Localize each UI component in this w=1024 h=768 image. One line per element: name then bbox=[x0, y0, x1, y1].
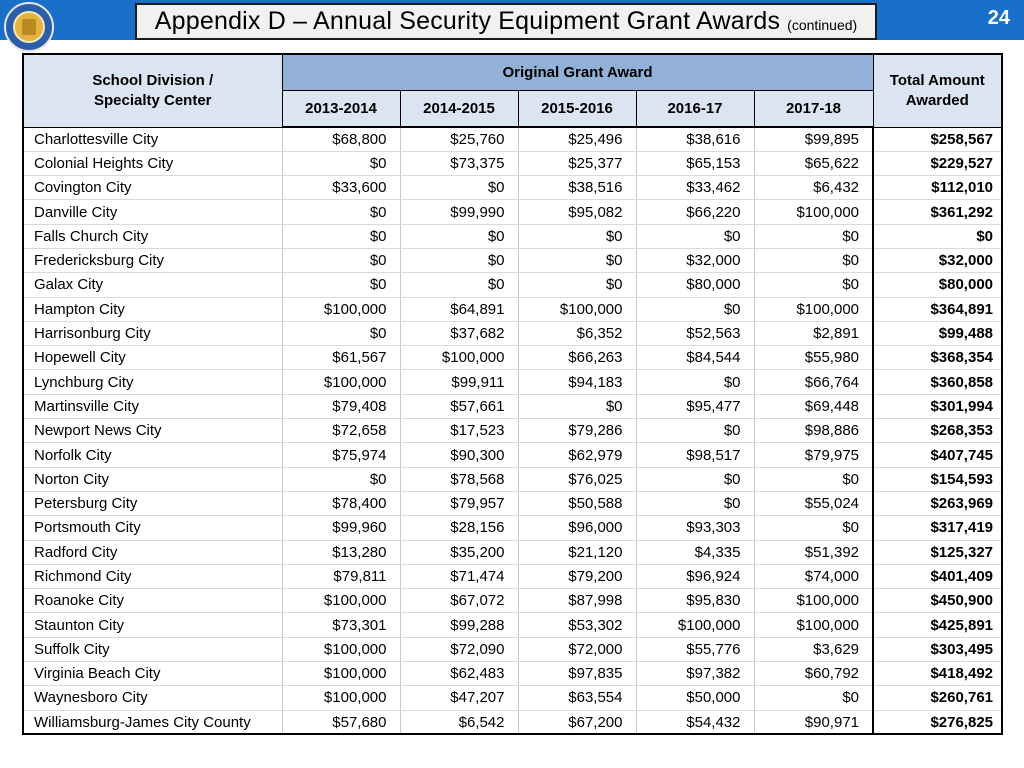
total-value: $32,000 bbox=[873, 248, 1002, 272]
grant-value: $99,990 bbox=[400, 200, 518, 224]
division-name: Harrisonburg City bbox=[23, 321, 282, 345]
division-name: Petersburg City bbox=[23, 491, 282, 515]
grant-value: $28,156 bbox=[400, 516, 518, 540]
grant-value: $0 bbox=[518, 273, 636, 297]
grant-value: $66,220 bbox=[636, 200, 754, 224]
grant-value: $87,998 bbox=[518, 589, 636, 613]
grant-value: $0 bbox=[282, 200, 400, 224]
page-number: 24 bbox=[987, 7, 1010, 29]
table-row bbox=[23, 419, 1002, 443]
grant-value: $97,835 bbox=[518, 662, 636, 686]
grant-value: $96,000 bbox=[518, 516, 636, 540]
total-value: $263,969 bbox=[873, 491, 1002, 515]
total-value: $361,292 bbox=[873, 200, 1002, 224]
total-value: $276,825 bbox=[873, 710, 1002, 734]
grant-value: $79,200 bbox=[518, 564, 636, 588]
grant-value: $60,792 bbox=[754, 662, 873, 686]
grant-value: $63,554 bbox=[518, 686, 636, 710]
division-name: Staunton City bbox=[23, 613, 282, 637]
grant-value: $100,000 bbox=[282, 297, 400, 321]
division-name: Newport News City bbox=[23, 419, 282, 443]
grant-value: $76,025 bbox=[518, 467, 636, 491]
grant-value: $0 bbox=[636, 491, 754, 515]
total-value: $80,000 bbox=[873, 273, 1002, 297]
grant-value: $100,000 bbox=[282, 662, 400, 686]
column-header-division bbox=[23, 54, 282, 127]
grant-value: $38,616 bbox=[636, 127, 754, 151]
table-row bbox=[23, 467, 1002, 491]
total-value: $418,492 bbox=[873, 662, 1002, 686]
grant-value: $100,000 bbox=[518, 297, 636, 321]
grant-value: $100,000 bbox=[282, 370, 400, 394]
grant-value: $98,886 bbox=[754, 419, 873, 443]
grant-value: $0 bbox=[282, 224, 400, 248]
grant-value: $4,335 bbox=[636, 540, 754, 564]
grant-value: $99,288 bbox=[400, 613, 518, 637]
grant-value: $72,658 bbox=[282, 419, 400, 443]
column-header-2016-17: 2016-17 bbox=[636, 90, 754, 127]
grant-value: $0 bbox=[636, 224, 754, 248]
total-value: $401,409 bbox=[873, 564, 1002, 588]
grant-value: $99,895 bbox=[754, 127, 873, 151]
table-row bbox=[23, 540, 1002, 564]
grant-value: $100,000 bbox=[400, 346, 518, 370]
division-name: Hopewell City bbox=[23, 346, 282, 370]
division-name: Fredericksburg City bbox=[23, 248, 282, 272]
table-row bbox=[23, 346, 1002, 370]
total-value: $407,745 bbox=[873, 443, 1002, 467]
table-row bbox=[23, 686, 1002, 710]
seal-emblem bbox=[22, 19, 36, 35]
grant-value: $64,891 bbox=[400, 297, 518, 321]
grant-value: $35,200 bbox=[400, 540, 518, 564]
grant-value: $95,082 bbox=[518, 200, 636, 224]
grant-value: $69,448 bbox=[754, 394, 873, 418]
grant-value: $65,622 bbox=[754, 151, 873, 175]
grant-value: $47,207 bbox=[400, 686, 518, 710]
table-row bbox=[23, 710, 1002, 734]
table-row bbox=[23, 224, 1002, 248]
grant-value: $33,600 bbox=[282, 176, 400, 200]
grant-value: $51,392 bbox=[754, 540, 873, 564]
table-row bbox=[23, 248, 1002, 272]
total-value: $268,353 bbox=[873, 419, 1002, 443]
division-name: Virginia Beach City bbox=[23, 662, 282, 686]
grant-value: $66,263 bbox=[518, 346, 636, 370]
grant-value: $55,024 bbox=[754, 491, 873, 515]
grant-value: $57,680 bbox=[282, 710, 400, 734]
grant-value: $2,891 bbox=[754, 321, 873, 345]
total-value: $229,527 bbox=[873, 151, 1002, 175]
column-header-total bbox=[873, 54, 1002, 127]
grant-value: $0 bbox=[282, 151, 400, 175]
grant-value: $0 bbox=[400, 273, 518, 297]
table-row bbox=[23, 637, 1002, 661]
total-value: $0 bbox=[873, 224, 1002, 248]
grant-value: $0 bbox=[518, 248, 636, 272]
table-row bbox=[23, 443, 1002, 467]
grant-value: $100,000 bbox=[282, 686, 400, 710]
slide-title-continued: (continued) bbox=[787, 16, 858, 33]
table-row bbox=[23, 273, 1002, 297]
grant-value: $62,979 bbox=[518, 443, 636, 467]
grant-value: $25,760 bbox=[400, 127, 518, 151]
grant-value: $67,200 bbox=[518, 710, 636, 734]
grant-value: $50,000 bbox=[636, 686, 754, 710]
division-name: Roanoke City bbox=[23, 589, 282, 613]
division-name: Martinsville City bbox=[23, 394, 282, 418]
grant-value: $13,280 bbox=[282, 540, 400, 564]
division-name: Williamsburg-James City County bbox=[23, 710, 282, 734]
total-value: $301,994 bbox=[873, 394, 1002, 418]
grant-value: $0 bbox=[636, 419, 754, 443]
division-name: Lynchburg City bbox=[23, 370, 282, 394]
grant-value: $3,629 bbox=[754, 637, 873, 661]
column-header-2014-2015: 2014-2015 bbox=[400, 90, 518, 127]
grant-value: $100,000 bbox=[754, 613, 873, 637]
total-value: $260,761 bbox=[873, 686, 1002, 710]
grant-value: $6,432 bbox=[754, 176, 873, 200]
division-name: Suffolk City bbox=[23, 637, 282, 661]
grant-value: $32,000 bbox=[636, 248, 754, 272]
grant-value: $80,000 bbox=[636, 273, 754, 297]
total-value: $303,495 bbox=[873, 637, 1002, 661]
table-row bbox=[23, 321, 1002, 345]
grant-value: $0 bbox=[636, 297, 754, 321]
grant-awards-table bbox=[22, 53, 1003, 735]
grant-value: $66,764 bbox=[754, 370, 873, 394]
grant-value: $79,811 bbox=[282, 564, 400, 588]
grant-value: $96,924 bbox=[636, 564, 754, 588]
table-row bbox=[23, 516, 1002, 540]
grant-value: $55,776 bbox=[636, 637, 754, 661]
column-header-2013-2014: 2013-2014 bbox=[282, 90, 400, 127]
grant-value: $0 bbox=[636, 467, 754, 491]
grant-value: $61,567 bbox=[282, 346, 400, 370]
grant-value: $84,544 bbox=[636, 346, 754, 370]
grant-value: $100,000 bbox=[282, 637, 400, 661]
grant-value: $73,375 bbox=[400, 151, 518, 175]
grant-value: $17,523 bbox=[400, 419, 518, 443]
total-value: $450,900 bbox=[873, 589, 1002, 613]
seal-inner-ring bbox=[13, 11, 45, 43]
grant-value: $0 bbox=[754, 273, 873, 297]
grant-value: $21,120 bbox=[518, 540, 636, 564]
grant-value: $74,000 bbox=[754, 564, 873, 588]
division-name: Charlottesville City bbox=[23, 127, 282, 151]
division-name: Richmond City bbox=[23, 564, 282, 588]
division-name: Portsmouth City bbox=[23, 516, 282, 540]
table-row bbox=[23, 176, 1002, 200]
grant-value: $0 bbox=[754, 224, 873, 248]
grant-value: $90,971 bbox=[754, 710, 873, 734]
table-row bbox=[23, 370, 1002, 394]
grant-value: $38,516 bbox=[518, 176, 636, 200]
grant-value: $90,300 bbox=[400, 443, 518, 467]
grant-value: $98,517 bbox=[636, 443, 754, 467]
grant-value: $0 bbox=[400, 248, 518, 272]
grant-value: $72,090 bbox=[400, 637, 518, 661]
grant-value: $50,588 bbox=[518, 491, 636, 515]
division-name: Covington City bbox=[23, 176, 282, 200]
grant-value: $52,563 bbox=[636, 321, 754, 345]
total-header-line1: Total Amount bbox=[889, 71, 985, 89]
grant-value: $78,400 bbox=[282, 491, 400, 515]
grant-value: $99,911 bbox=[400, 370, 518, 394]
grant-value: $0 bbox=[518, 224, 636, 248]
column-header-2015-2016: 2015-2016 bbox=[518, 90, 636, 127]
grant-value: $97,382 bbox=[636, 662, 754, 686]
division-name: Waynesboro City bbox=[23, 686, 282, 710]
grant-value: $0 bbox=[636, 370, 754, 394]
table-row bbox=[23, 662, 1002, 686]
grant-value: $95,477 bbox=[636, 394, 754, 418]
column-header-2017-18: 2017-18 bbox=[754, 90, 873, 127]
total-value: $258,567 bbox=[873, 127, 1002, 151]
division-name: Falls Church City bbox=[23, 224, 282, 248]
grant-value: $33,462 bbox=[636, 176, 754, 200]
division-name: Colonial Heights City bbox=[23, 151, 282, 175]
grant-value: $100,000 bbox=[636, 613, 754, 637]
slide-title: Appendix D – Annual Security Equipment Grant Awards bbox=[154, 7, 781, 35]
grant-value: $0 bbox=[282, 321, 400, 345]
grant-value: $95,830 bbox=[636, 589, 754, 613]
grant-value: $79,957 bbox=[400, 491, 518, 515]
total-value: $425,891 bbox=[873, 613, 1002, 637]
total-value: $125,327 bbox=[873, 540, 1002, 564]
division-header-line1: School Division / bbox=[92, 71, 214, 89]
division-name: Danville City bbox=[23, 200, 282, 224]
table-row bbox=[23, 491, 1002, 515]
grant-value: $0 bbox=[754, 248, 873, 272]
grant-value: $100,000 bbox=[754, 297, 873, 321]
total-value: $317,419 bbox=[873, 516, 1002, 540]
total-value: $364,891 bbox=[873, 297, 1002, 321]
total-value: $368,354 bbox=[873, 346, 1002, 370]
total-value: $112,010 bbox=[873, 176, 1002, 200]
grant-value: $54,432 bbox=[636, 710, 754, 734]
division-header-line2: Specialty Center bbox=[93, 91, 212, 109]
grant-value: $0 bbox=[400, 176, 518, 200]
table-row bbox=[23, 297, 1002, 321]
total-value: $99,488 bbox=[873, 321, 1002, 345]
table-row bbox=[23, 564, 1002, 588]
grant-value: $25,496 bbox=[518, 127, 636, 151]
column-group-header-original-grant-award: Original Grant Award bbox=[282, 54, 873, 90]
grant-value: $100,000 bbox=[754, 589, 873, 613]
grant-value: $0 bbox=[754, 686, 873, 710]
division-name: Norfolk City bbox=[23, 443, 282, 467]
grant-value: $0 bbox=[282, 273, 400, 297]
grant-value: $100,000 bbox=[754, 200, 873, 224]
table-row bbox=[23, 151, 1002, 175]
grant-value: $25,377 bbox=[518, 151, 636, 175]
grant-value: $78,568 bbox=[400, 467, 518, 491]
grant-value: $0 bbox=[754, 516, 873, 540]
grant-value: $100,000 bbox=[282, 589, 400, 613]
grant-value: $93,303 bbox=[636, 516, 754, 540]
grant-value: $65,153 bbox=[636, 151, 754, 175]
grant-value: $79,408 bbox=[282, 394, 400, 418]
grant-value: $68,800 bbox=[282, 127, 400, 151]
total-value: $154,593 bbox=[873, 467, 1002, 491]
grant-value: $67,072 bbox=[400, 589, 518, 613]
grant-value: $0 bbox=[518, 394, 636, 418]
grant-value: $75,974 bbox=[282, 443, 400, 467]
grant-value: $72,000 bbox=[518, 637, 636, 661]
division-name: Hampton City bbox=[23, 297, 282, 321]
state-seal-icon bbox=[4, 2, 54, 52]
grant-value: $37,682 bbox=[400, 321, 518, 345]
grant-value: $62,483 bbox=[400, 662, 518, 686]
grant-value: $6,352 bbox=[518, 321, 636, 345]
table-row bbox=[23, 394, 1002, 418]
total-value: $360,858 bbox=[873, 370, 1002, 394]
grant-value: $55,980 bbox=[754, 346, 873, 370]
grant-value: $71,474 bbox=[400, 564, 518, 588]
table-row bbox=[23, 589, 1002, 613]
grant-value: $57,661 bbox=[400, 394, 518, 418]
division-name: Radford City bbox=[23, 540, 282, 564]
grant-value: $73,301 bbox=[282, 613, 400, 637]
grant-value: $0 bbox=[400, 224, 518, 248]
total-header-line2: Awarded bbox=[905, 91, 969, 109]
division-name: Galax City bbox=[23, 273, 282, 297]
grant-value: $79,286 bbox=[518, 419, 636, 443]
table-row bbox=[23, 127, 1002, 151]
table-row bbox=[23, 200, 1002, 224]
grant-value: $99,960 bbox=[282, 516, 400, 540]
grant-value: $94,183 bbox=[518, 370, 636, 394]
slide-title-box bbox=[135, 3, 877, 40]
division-name: Norton City bbox=[23, 467, 282, 491]
grant-value: $0 bbox=[282, 467, 400, 491]
grant-value: $0 bbox=[754, 467, 873, 491]
grant-value: $0 bbox=[282, 248, 400, 272]
table-row bbox=[23, 613, 1002, 637]
grant-value: $6,542 bbox=[400, 710, 518, 734]
grant-value: $79,975 bbox=[754, 443, 873, 467]
grant-value: $53,302 bbox=[518, 613, 636, 637]
